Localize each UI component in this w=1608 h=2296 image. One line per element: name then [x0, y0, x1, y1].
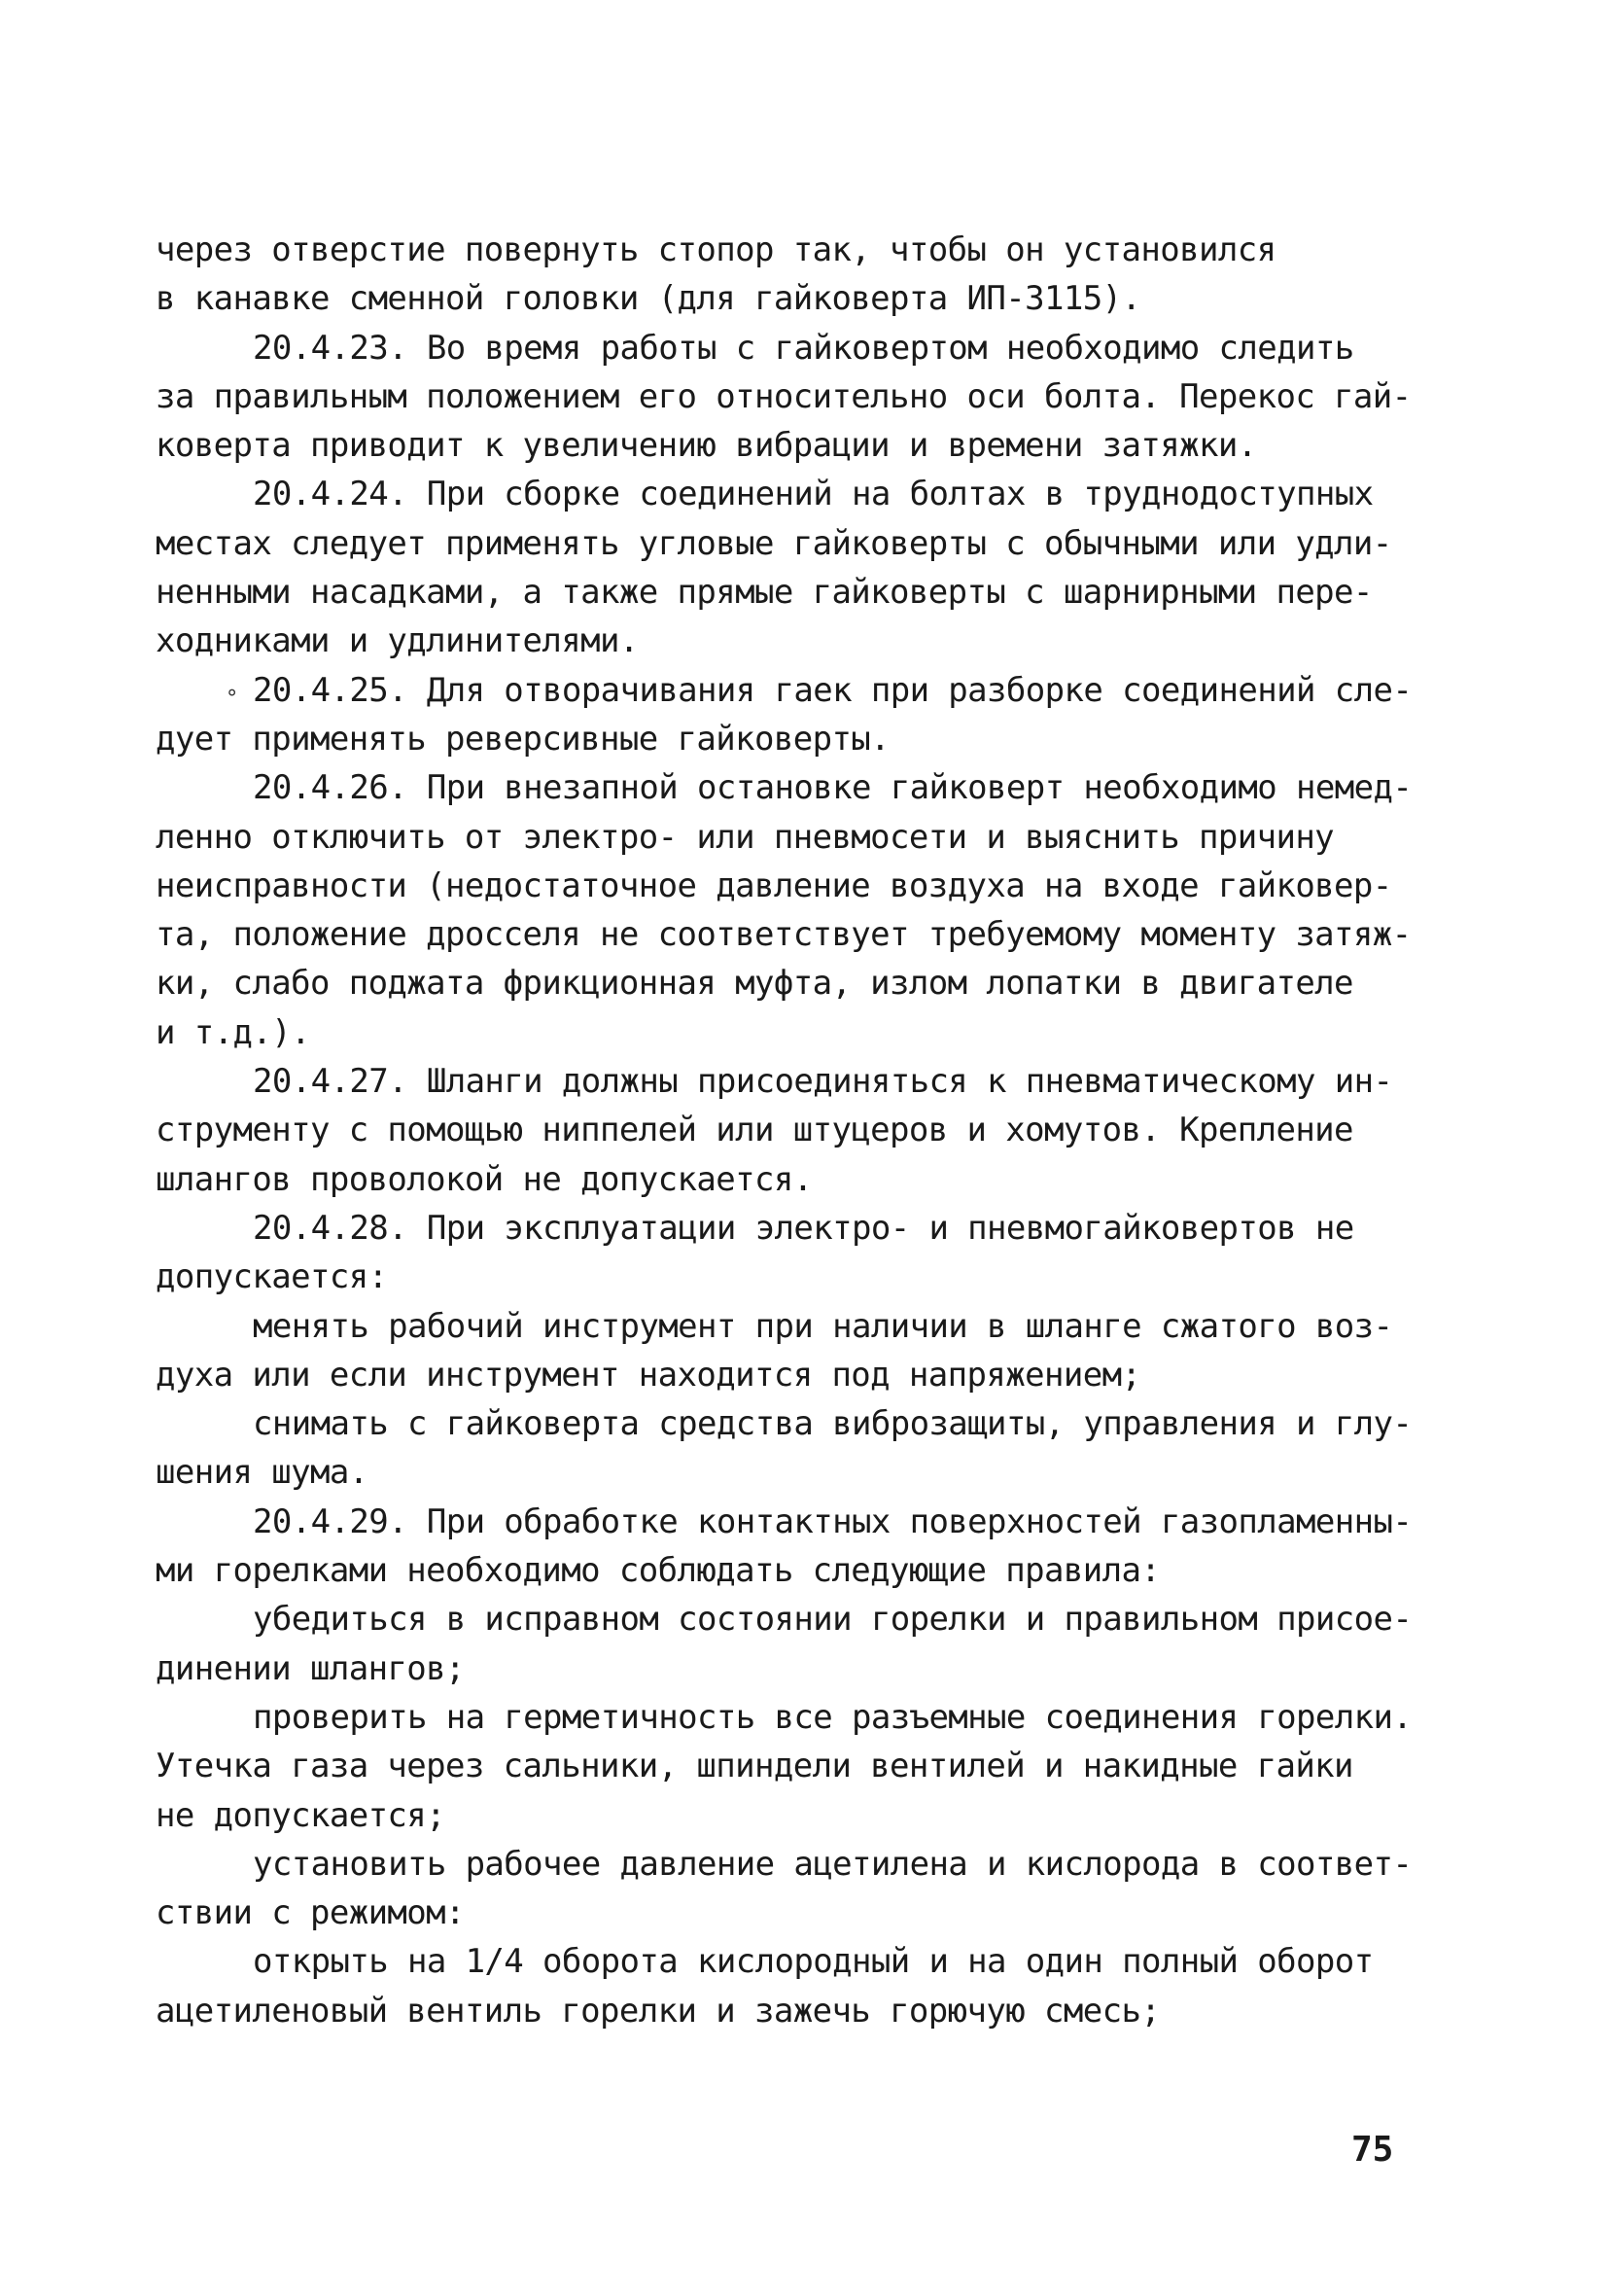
- text-line: ствии с режимом:: [156, 1893, 465, 1933]
- text-line: через отверстие повернуть стопор так, чтобы он установился: [156, 230, 1276, 269]
- page-number: 75: [1351, 2130, 1394, 2170]
- text-line: ненными насадками, а также прямые гайковерты с шарнирными пере-: [156, 573, 1373, 613]
- text-line: за правильным положением его относительно оси болта. Перекос гай-: [156, 376, 1412, 416]
- margin-mark: °: [226, 687, 239, 711]
- text-line: допускается:: [156, 1257, 388, 1297]
- text-line: Утечка газа через сальники, шпиндели вентилей и накидные гайки: [156, 1747, 1353, 1786]
- text-line: установить рабочее давление ацетилена и кислорода в соответ-: [253, 1844, 1413, 1884]
- text-line: 20.4.29. При обработке контактных поверхностей газопламенны-: [253, 1501, 1413, 1541]
- text-line: открыть на 1/4 оборота кислородный и на один полный оборот: [253, 1942, 1374, 1982]
- text-line: не допускается;: [156, 1795, 446, 1835]
- text-line: 20.4.26. При внезапной остановке гайковерт необходимо немед-: [253, 768, 1413, 808]
- text-line: проверить на герметичность все разъемные соединения горелки.: [253, 1697, 1413, 1737]
- text-line: местах следует применять угловые гайковерты с обычными или удли-: [156, 523, 1392, 563]
- text-line: 20.4.27. Шланги должны присоединяться к пневматическому ин-: [253, 1062, 1393, 1102]
- text-line: шлангов проволокой не допускается.: [156, 1159, 813, 1199]
- text-line: убедиться в исправном состоянии горелки и правильном присое-: [253, 1600, 1413, 1640]
- text-line: ходниками и удлинителями.: [156, 621, 639, 661]
- text-line: ленно отключить от электро- или пневмосети и выяснить причину: [156, 817, 1335, 857]
- text-line: 20.4.23. Во время работы с гайковертом необходимо следить: [253, 328, 1354, 368]
- text-line: та, положение дросселя не соответствует требуемому моменту затяж-: [156, 915, 1412, 955]
- text-line: струменту с помощью ниппелей или штуцеров и хомутов. Крепление: [156, 1111, 1353, 1150]
- body-text: [156, 226, 1478, 2035]
- text-line: снимать с гайковерта средства виброзащиты, управления и глу-: [253, 1404, 1413, 1444]
- text-line: ми горелками необходимо соблюдать следующие правила:: [156, 1551, 1161, 1591]
- text-line: динении шлангов;: [156, 1648, 465, 1688]
- text-line: дует применять реверсивные гайковерты.: [156, 719, 891, 759]
- text-line: ки, слабо поджата фрикционная муфта, излом лопатки в двигателе: [156, 964, 1353, 1004]
- text-line: 20.4.28. При эксплуатации электро- и пневмогайковертов не: [253, 1208, 1354, 1248]
- text-line: и т.д.).: [156, 1012, 310, 1052]
- text-line: менять рабочий инструмент при наличии в шланге сжатого воз-: [253, 1306, 1393, 1346]
- text-line: коверта приводит к увеличению вибрации и времени затяжки.: [156, 426, 1257, 466]
- text-line: 20.4.24. При сборке соединений на болтах в труднодоступных: [253, 475, 1374, 514]
- text-line: шения шума.: [156, 1453, 368, 1493]
- text-line: неисправности (недостаточное давление воздуха на входе гайковер-: [156, 865, 1392, 905]
- text-line: 20.4.25. Для отворачивания гаек при разборке соединений сле-: [253, 670, 1413, 710]
- text-line: духа или если инструмент находится под напряжением;: [156, 1355, 1141, 1395]
- text-line: в канавке сменной головки (для гайковерта ИП-3115).: [156, 279, 1141, 319]
- text-line: ацетиленовый вентиль горелки и зажечь горючую смесь;: [156, 1991, 1161, 2031]
